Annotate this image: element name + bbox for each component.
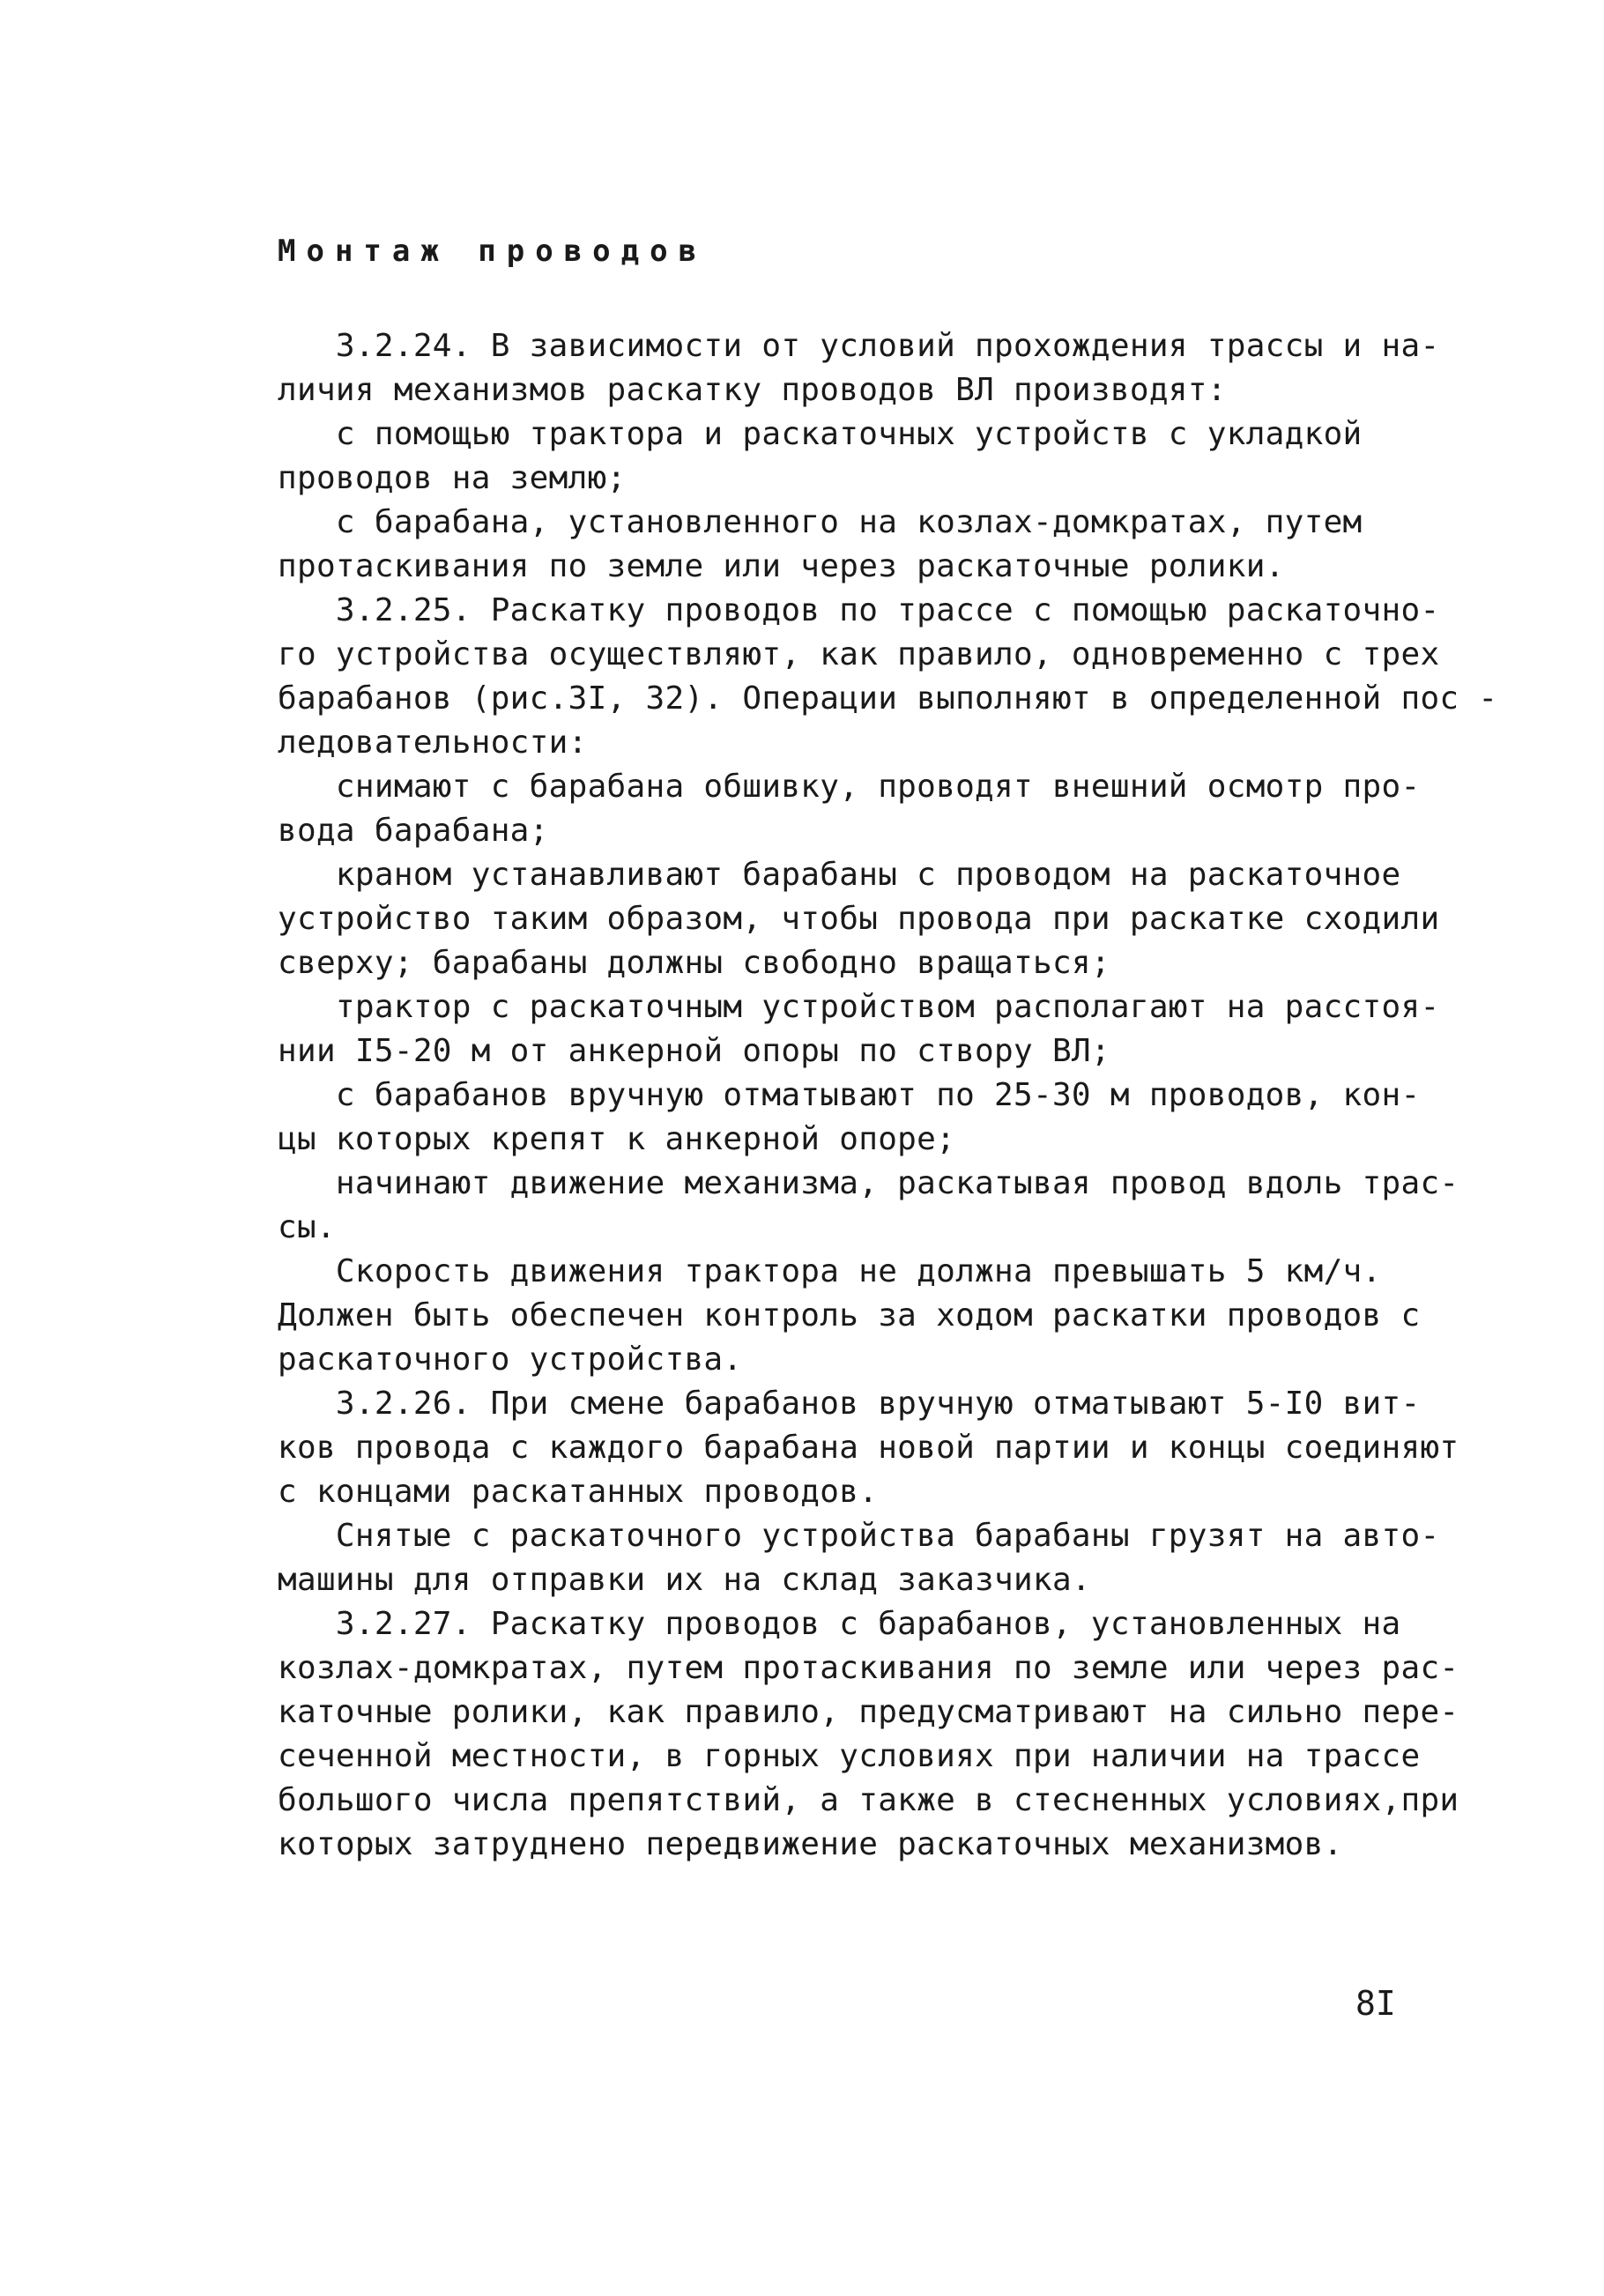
text-line: ледовательности: — [278, 724, 588, 761]
text-line: Должен быть обеспечен контроль за ходом раскатки проводов с — [278, 1297, 1421, 1334]
text-line: с барабанов вручную отматывают по 25-30 м проводов, кон- — [278, 1077, 1421, 1113]
text-line: барабанов (рис.3I, 32). Операции выполняют в определенной пос - — [278, 680, 1498, 717]
text-line: раскаточного устройства. — [278, 1341, 743, 1378]
text-line: трактор с раскаточным устройством располагают на расстоя- — [278, 989, 1440, 1025]
text-line: ков провода с каждого барабана новой партии и концы соединяют — [278, 1430, 1459, 1466]
text-line: снимают с барабана обшивку, проводят внешний осмотр про- — [278, 769, 1421, 805]
text-line: большого числа препятствий, а также в стесненных условиях,при — [278, 1782, 1459, 1818]
text-line: Снятые с раскаточного устройства барабаны грузят на авто- — [278, 1518, 1440, 1554]
text-line: Скорость движения трактора не должна превышать 5 км/ч. — [278, 1253, 1382, 1289]
text-line: сверху; барабаны должны свободно вращаться; — [278, 945, 1110, 981]
text-line: машины для отправки их на склад заказчика. — [278, 1562, 1091, 1598]
text-line: 3.2.25. Раскатку проводов по трассе с помощью раскаточно- — [278, 592, 1440, 628]
text-line: 3.2.26. При смене барабанов вручную отматывают 5-I0 вит- — [278, 1386, 1421, 1422]
text-line: козлах-домкратах, путем протаскивания по земле или через рас- — [278, 1650, 1459, 1686]
text-line: го устройства осуществляют, как правило, одновременно с трех — [278, 636, 1440, 672]
text-line: с барабана, установленного на козлах-домкратах, путем — [278, 504, 1363, 540]
text-line: вода барабана; — [278, 813, 549, 849]
section-heading: Монтаж проводов — [278, 234, 708, 269]
text-line: 3.2.24. В зависимости от условий прохождения трассы и на- — [278, 328, 1440, 364]
text-line: сы. — [278, 1209, 336, 1245]
text-line: которых затруднено передвижение раскаточных механизмов. — [278, 1826, 1343, 1862]
text-line: цы которых крепят к анкерной опоре; — [278, 1121, 956, 1157]
text-line: проводов на землю; — [278, 460, 627, 496]
text-line: личия механизмов раскатку проводов ВЛ производят: — [278, 372, 1227, 408]
text-line: протаскивания по земле или через раскаточные ролики. — [278, 548, 1285, 584]
page-number: 8I — [1355, 1984, 1396, 2023]
text-line: с концами раскатанных проводов. — [278, 1474, 879, 1510]
text-line: устройство таким образом, чтобы провода при раскатке сходили — [278, 901, 1440, 937]
text-line: сеченной местности, в горных условиях при наличии на трассе — [278, 1738, 1421, 1774]
text-line: каточные ролики, как правило, предусматривают на сильно пере- — [278, 1694, 1459, 1730]
text-line: краном устанавливают барабаны с проводом на раскаточное — [278, 857, 1401, 893]
text-line: начинают движение механизма, раскатывая провод вдоль трас- — [278, 1165, 1459, 1201]
text-line: с помощью трактора и раскаточных устройств с укладкой — [278, 416, 1363, 452]
text-line: 3.2.27. Раскатку проводов с барабанов, установленных на — [278, 1606, 1401, 1642]
text-line: нии I5-20 м от анкерной опоры по створу ВЛ; — [278, 1033, 1110, 1069]
